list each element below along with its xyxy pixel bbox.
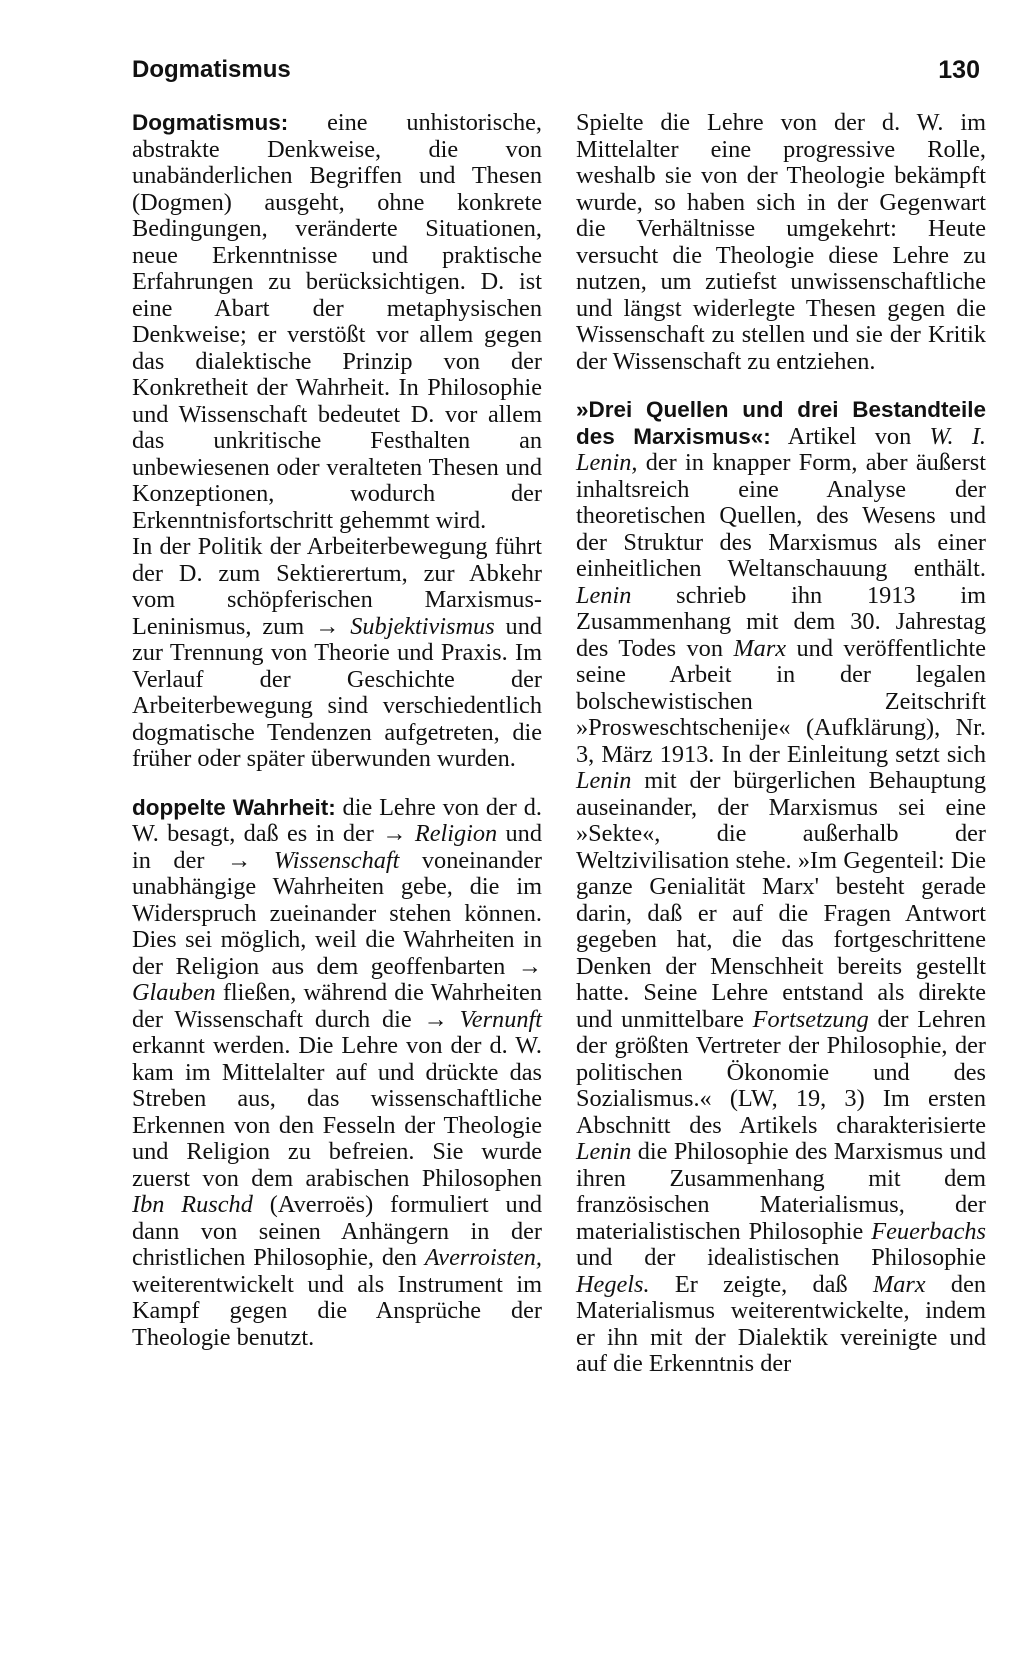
person-name-lenin: Lenin xyxy=(576,767,632,794)
entry-term-dogmatismus: Dogmatismus: xyxy=(132,110,289,135)
group-name-averroisten: Averroisten, xyxy=(424,1244,542,1271)
right-column xyxy=(576,110,986,1378)
emphasis-fortsetzung: Fortsetzung xyxy=(752,1005,869,1033)
entry-text: voneinander unabhängige Wahrheiten gebe, die im Widerspruch zueinander stehen können. Dies sei möglich, weil die Wahrheiten in der Religion aus dem geoffenbarten xyxy=(132,846,542,980)
entry-text: Er zeigte, daß xyxy=(649,1270,873,1298)
page-number: 130 xyxy=(938,56,980,84)
entry-text: (Averroës) formuliert und dann von seinen Anhängern in der christlichen Philosophie, den xyxy=(132,1191,542,1271)
entry-text: In der Politik der Arbeiterbewegung führt der D. zum Sektierertum, zur Abkehr vom schöpferischen Marxismus-Leninismus, zum xyxy=(132,533,542,640)
entry-text: der in knapper Form, aber äußerst inhaltsreich eine Analyse der theoretischen Quellen, des Wesens und der Struktur des Marxismus als einer einheitlichen Weltanschauung enthält. xyxy=(576,449,986,582)
entry-text: und der idealistischen Philosophie xyxy=(576,1244,986,1271)
entry-term-doppelte-wahrheit: doppelte Wahrheit: xyxy=(132,794,336,820)
entry-text: der Lehren der größten Vertreter der Philosophie, der politischen Ökonomie und des Sozialismus.« (LW, 19, 3) Im ersten Abschnitt des Artikels charakterisierte xyxy=(576,1005,986,1139)
cross-reference-subjektivismus: → Subjektivismus xyxy=(315,612,495,640)
person-name-ibn-ruschd: Ibn Ruschd xyxy=(132,1191,253,1218)
cross-reference-vernunft: → Vernunft xyxy=(423,1005,542,1033)
entry-text: weiterentwickelt und als Instrument im Kampf gegen die Ansprüche der Theologie benutzt. xyxy=(132,1270,542,1351)
entry-text: und veröffentlichte seine Arbeit in der legalen bolschewistischen Zeitschrift »Prosweschtschenije« (Aufklärung), Nr. 3, März 1913. In der Einleitung setzt sich xyxy=(576,634,986,768)
cross-reference-wissenschaft: → Wissenschaft xyxy=(227,846,400,874)
entry-text: die Lehre von der d. W. besagt, daß es in der xyxy=(132,793,542,847)
entry-text: eine unhistorische, abstrakte Denkweise, die von unabänderlichen Begriffen und Thesen (Dogmen) ausgeht, ohne konkrete Bedingungen, veränderte Situationen, neue Erkenntnisse und praktische Erfahrungen zu berücksichtigen. D. ist eine Abart der metaphysischen Denkweise; er verstößt vor allem gegen das dialektische Prinzip von der Konkretheit der Wahrheit. In Philosophie und Wissenschaft bedeutet D. vor allem das unkritische Festhalten an unbewiesenen oder veralteten Thesen und Konzeptionen, wodurch der Erkenntnisfortschritt gehemmt wird. xyxy=(132,109,542,534)
entry-doppelte-wahrheit-continuation: Spielte die Lehre von der d. W. im Mittelalter eine progressive Rolle, weshalb sie von der Theologie bekämpft wurde, so haben sich in der Gegenwart die Verhältnisse umgekehrt: Heute versucht die Theologie diese Lehre zu nutzen, um zutiefst unwissenschaftliche und längst widerlegte Thesen gegen die Wissenschaft zu stellen und sie der Kritik der Wissenschaft zu entziehen. xyxy=(576,109,986,375)
running-title: Dogmatismus xyxy=(132,56,291,83)
entry-text: Artikel von xyxy=(770,422,930,450)
cross-reference-religion: → Religion xyxy=(382,820,498,847)
person-name-feuerbachs: Feuerbachs xyxy=(871,1217,986,1245)
person-name-marx: Marx xyxy=(733,634,787,662)
cross-reference-glauben: → Glauben xyxy=(132,952,542,1006)
person-name-lenin: W. I. Lenin, xyxy=(576,422,986,476)
entry-text: den Materialismus weiterentwickelte, indem er ihn mit der Dialektik vereinigte und auf die Erkenntnis der xyxy=(576,1270,987,1377)
person-name-hegels: Hegels. xyxy=(576,1270,650,1298)
entry-text: und in der xyxy=(132,820,542,874)
person-name-marx: Marx xyxy=(872,1270,926,1298)
entry-text: fließen, während die Wahrheiten der Wissenschaft durch die xyxy=(132,979,542,1033)
left-column xyxy=(132,110,542,1351)
entry-text: schrieb ihn 1913 im Zusammenhang mit dem 30. Jahrestag des Todes von xyxy=(576,581,986,662)
entry-dogmatismus-p2 xyxy=(132,534,542,773)
entry-doppelte-wahrheit xyxy=(132,795,542,1352)
person-name-lenin: Lenin xyxy=(576,1138,632,1165)
entry-term-drei-quellen: »Drei Quellen und drei Bestandteile des Marxismus«: xyxy=(576,397,986,449)
entry-text: erkannt werden. Die Lehre von der d. W. kam im Mittelalter auf und drückte das Streben aus, das wissenschaftliche Erkennen von den Fesseln der Theologie und Religion zu befreien. Sie wurde zuerst von dem arabischen Philosophen xyxy=(132,1032,542,1192)
entry-drei-quellen xyxy=(576,397,986,1378)
running-head xyxy=(132,56,980,88)
entry-text: die Philosophie des Marxismus und ihren Zusammenhang mit dem französischen Materialismus, der materialistischen Philosophie xyxy=(576,1138,986,1245)
person-name-lenin: Lenin xyxy=(576,581,632,609)
entry-text: und zur Trennung von Theorie und Praxis. Im Verlauf der Geschichte der Arbeiterbewegung sind verschiedentlich dogmatische Tendenzen aufgetreten, die früher oder später überwunden wurden. xyxy=(132,612,542,772)
entry-dogmatismus-p1 xyxy=(132,110,542,534)
entry-text: mit der bürgerlichen Behauptung auseinander, der Marxismus sei eine »Sekte«, die außerhalb der Weltzivilisation stehe. »Im Gegenteil: Die ganze Genialität Marx' besteht gerade darin, daß er auf die Fragen Antwort gegeben hat, die das fortgeschrittene Denken der Menschheit bereits gestellt hatte. Seine Lehre entstand als direkte und unmittelbare xyxy=(576,767,986,1033)
